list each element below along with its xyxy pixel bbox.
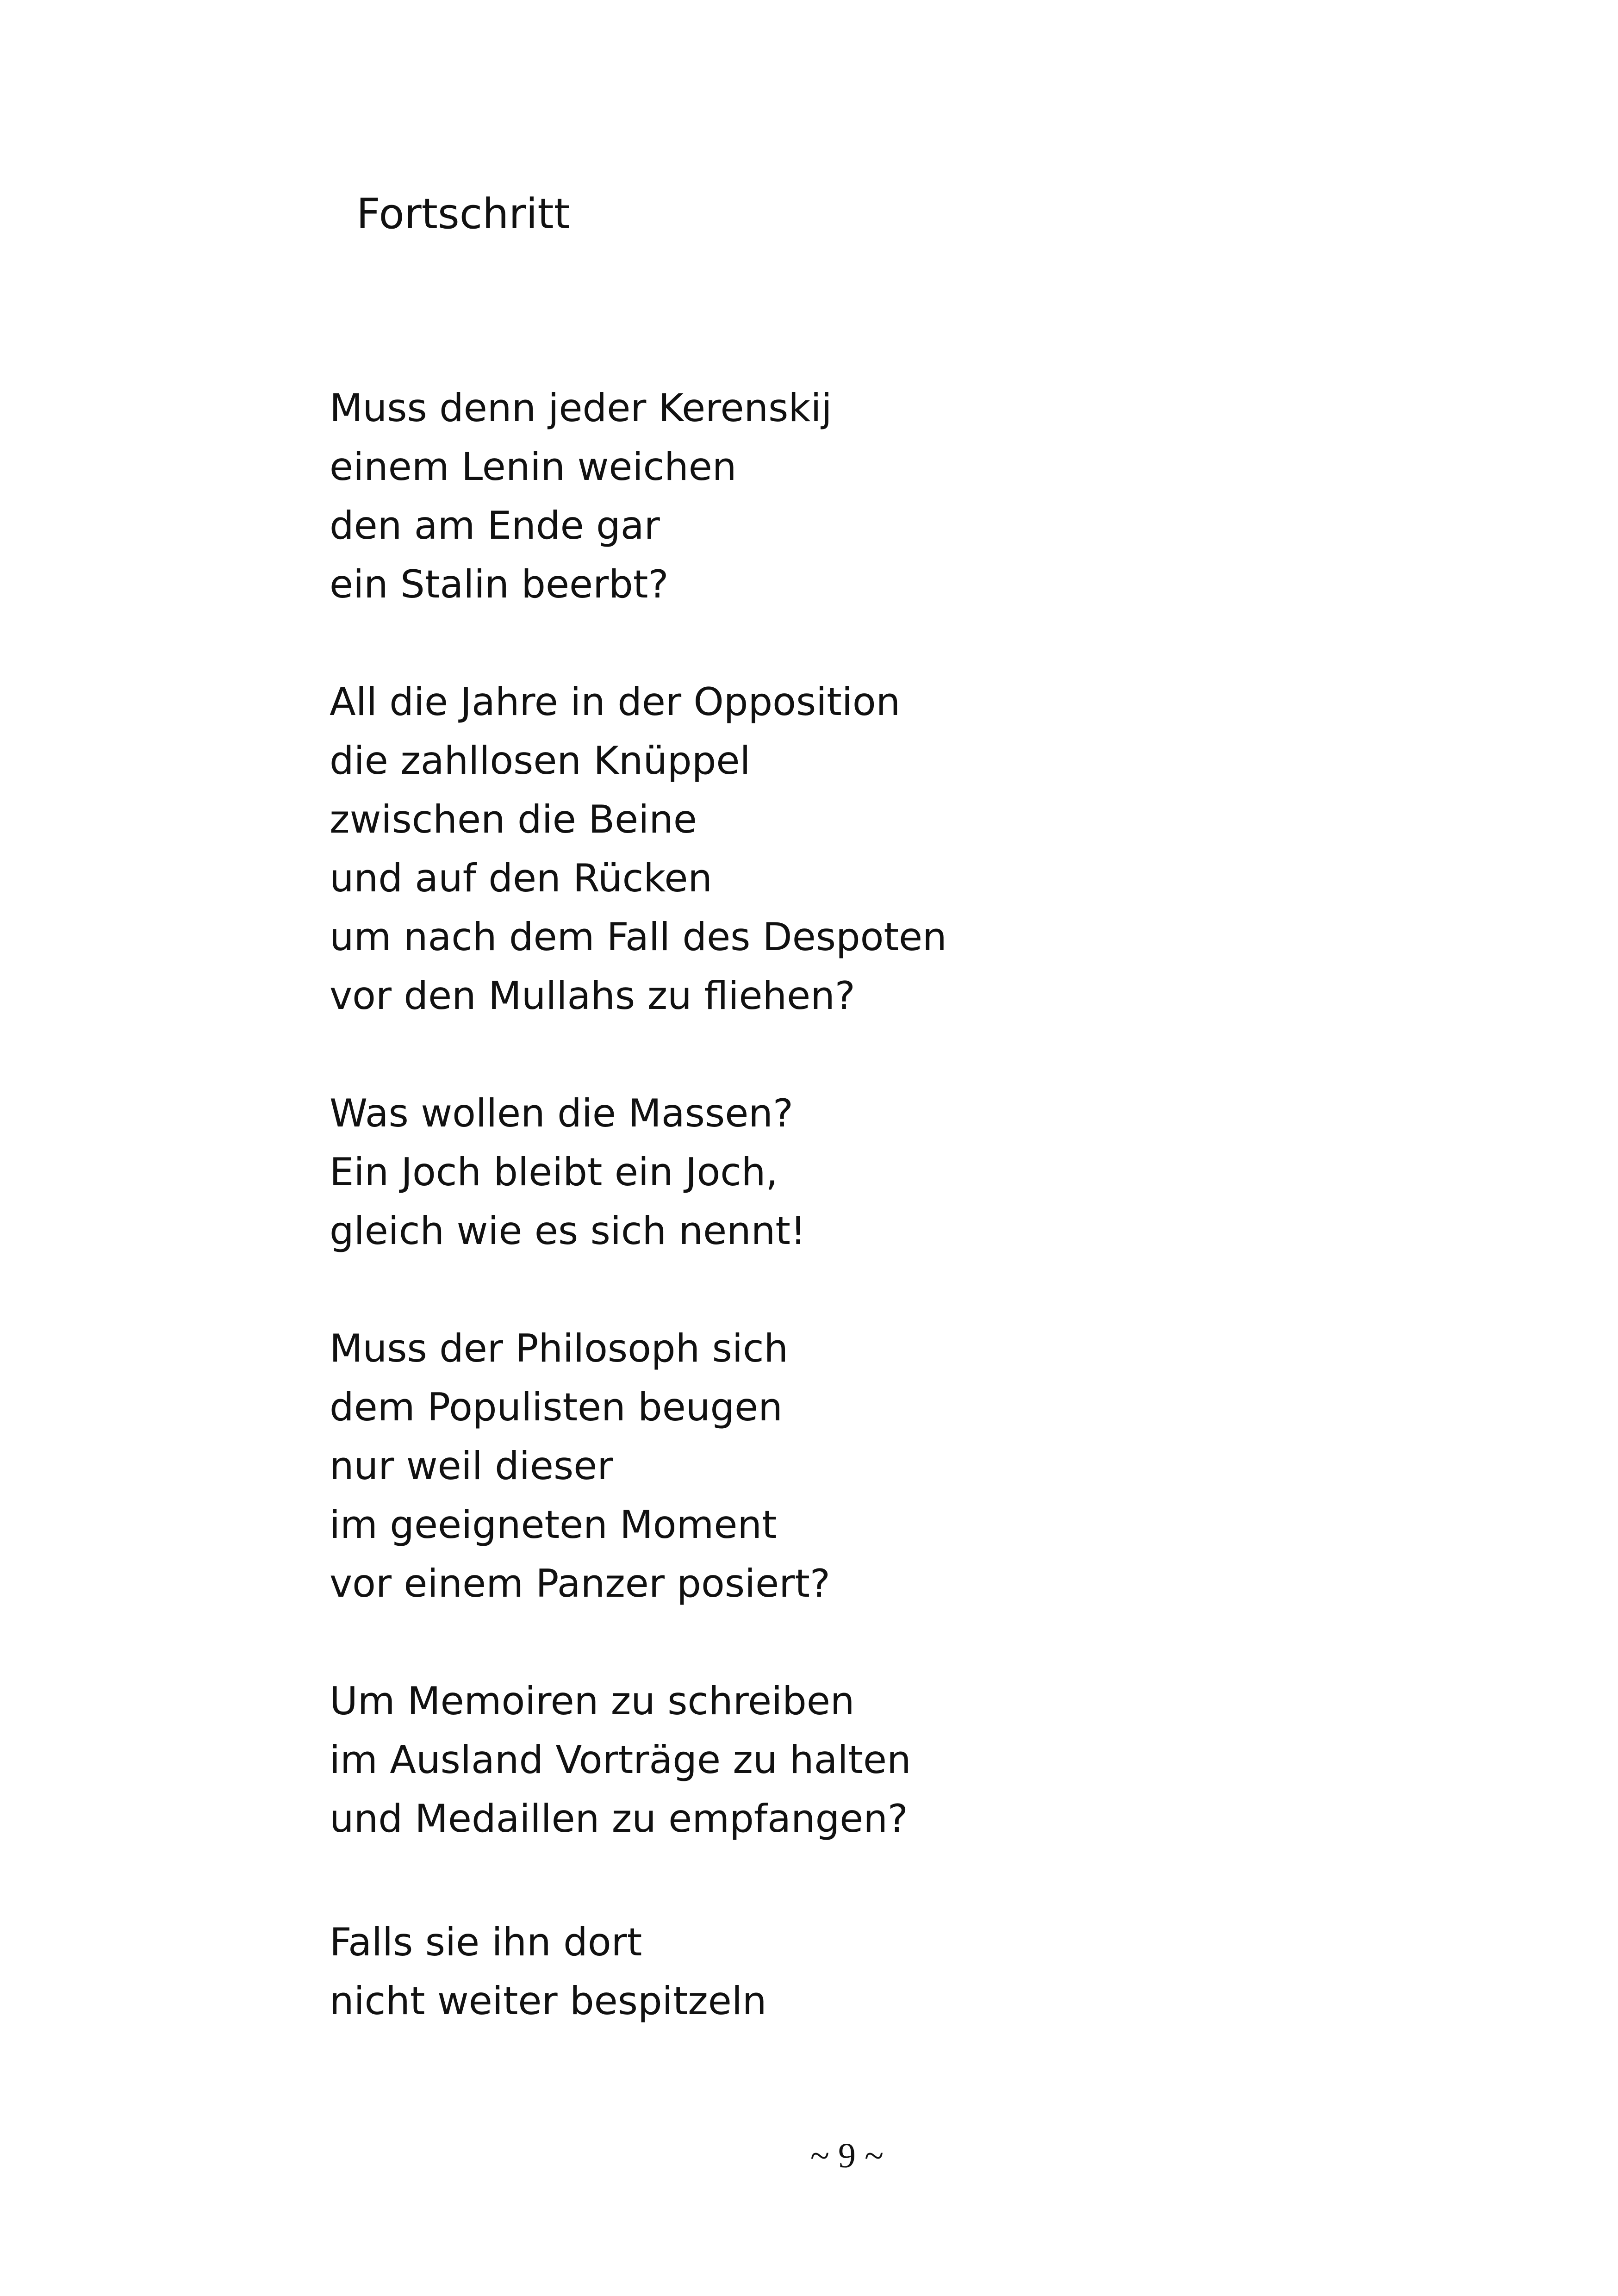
page-number: ~ 9 ~ [810, 2136, 884, 2175]
poem-line: die zahllosen Knüppel [330, 738, 751, 783]
poem-line: um nach dem Fall des Despoten [330, 915, 947, 959]
poem-line: gleich wie es sich nennt! [330, 1208, 806, 1253]
poem-line: Muss der Philosoph sich [330, 1326, 789, 1371]
poem-line: dem Populisten beugen [330, 1385, 783, 1430]
poem-line: ein Stalin beerbt? [330, 562, 669, 607]
poem-line: Um Memoiren zu schreiben [330, 1679, 855, 1724]
poem-line: All die Jahre in der Opposition [330, 679, 901, 724]
poem-line: und auf den Rücken [330, 856, 713, 901]
poem-line: nur weil dieser [330, 1444, 613, 1488]
poem-line: Muss denn jeder Kerenskij [330, 386, 832, 430]
stanza-4 [330, 1319, 1440, 1613]
poem-line: im geeigneten Moment [330, 1502, 777, 1547]
poem-line: Ein Joch bleibt ein Joch, [330, 1150, 778, 1195]
poem-body [330, 379, 1440, 2089]
poem-line: Was wollen die Massen? [330, 1091, 793, 1136]
poem-line: zwischen die Beine [330, 797, 697, 842]
stanza-1 [330, 379, 1440, 614]
stanza-3 [330, 1084, 1440, 1260]
poem-line: und Medaillen zu empfangen? [330, 1796, 908, 1841]
stanza-2 [330, 672, 1440, 1025]
poem-line: vor einem Panzer posiert? [330, 1561, 830, 1606]
poem-line: vor den Mullahs zu fliehen? [330, 973, 855, 1018]
stanza-6 [330, 1913, 1440, 2030]
poem-line: im Ausland Vorträge zu halten [330, 1737, 911, 1782]
stanza-5 [330, 1672, 1440, 1848]
poem-line: nicht weiter bespitzeln [330, 1979, 767, 2023]
poem-title: Fortschritt [356, 190, 570, 238]
poem-line: den am Ende gar [330, 503, 660, 548]
poem-line: Falls sie ihn dort [330, 1920, 642, 1965]
poem-line: einem Lenin weichen [330, 444, 737, 489]
